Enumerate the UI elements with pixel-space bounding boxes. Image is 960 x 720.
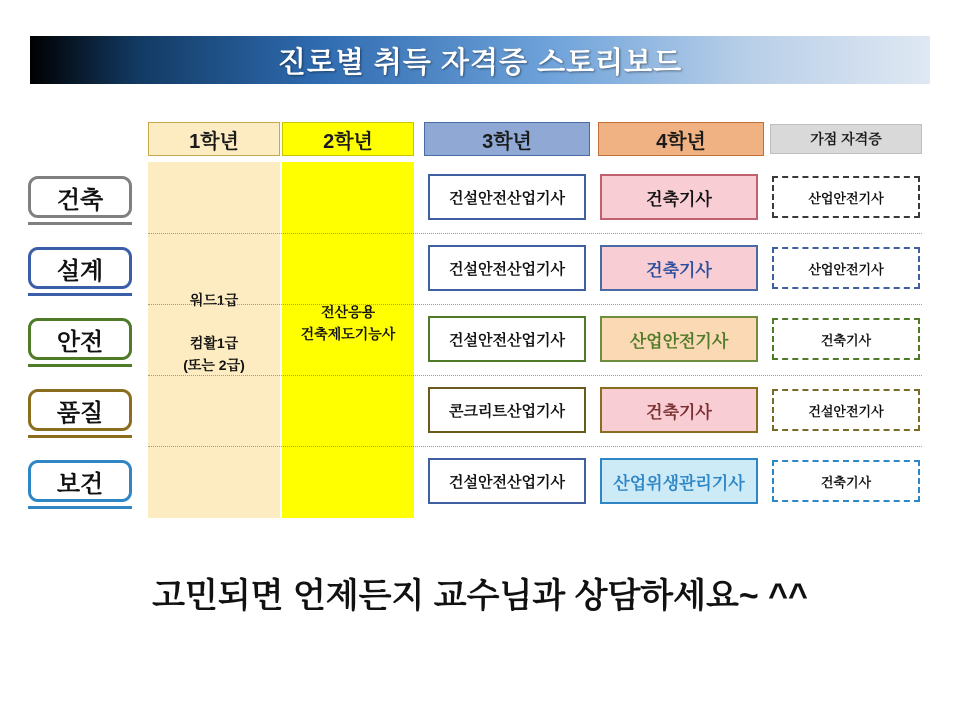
year1-note-line-1: 워드1급 — [189, 292, 239, 308]
cert-year3-4[interactable]: 건설안전산업기사 — [428, 458, 586, 504]
category-pill-2[interactable]: 안전 — [28, 318, 132, 360]
year1-note-line-3: (또는 2급) — [183, 357, 245, 374]
title-banner — [30, 36, 930, 84]
year2-note-line-1: 전산응용 — [320, 304, 376, 320]
cert-year4-0[interactable]: 건축기사 — [600, 174, 758, 220]
column-header-year1: 1학년 — [148, 122, 280, 156]
storyboard-grid — [0, 110, 960, 550]
cert-year4-2[interactable]: 산업안전기사 — [600, 316, 758, 362]
cert-year3-3[interactable]: 콘크리트산업기사 — [428, 387, 586, 433]
cert-bonus-2[interactable]: 건축기사 — [772, 318, 920, 360]
footer-message: 고민되면 언제든지 교수님과 상담하세요~ ^^ — [152, 577, 808, 615]
cert-bonus-1[interactable]: 산업안전기사 — [772, 247, 920, 289]
category-pill-3[interactable]: 품질 — [28, 389, 132, 431]
column-header-year2: 2학년 — [282, 122, 414, 156]
table-row — [0, 375, 960, 446]
cert-year4-4[interactable]: 산업위생관리기사 — [600, 458, 758, 504]
cert-year3-0[interactable]: 건설안전산업기사 — [428, 174, 586, 220]
column-header-year3: 3학년 — [424, 122, 590, 156]
table-row — [0, 446, 960, 517]
category-underline-3 — [28, 435, 132, 438]
category-pill-0[interactable]: 건축 — [28, 176, 132, 218]
cert-year4-3[interactable]: 건축기사 — [600, 387, 758, 433]
cert-bonus-3[interactable]: 건설안전기사 — [772, 389, 920, 431]
category-underline-0 — [28, 222, 132, 225]
column-header-year4: 4학년 — [598, 122, 764, 156]
cert-year3-1[interactable]: 건설안전산업기사 — [428, 245, 586, 291]
category-pill-1[interactable]: 설계 — [28, 247, 132, 289]
category-pill-4[interactable]: 보건 — [28, 460, 132, 502]
table-row — [0, 304, 960, 375]
cert-year3-2[interactable]: 건설안전산업기사 — [428, 316, 586, 362]
column-header-bonus: 가점 자격증 — [770, 124, 922, 154]
category-underline-1 — [28, 293, 132, 296]
page-title: 진로별 취득 자격증 스토리보드 — [277, 46, 683, 79]
cert-year4-1[interactable]: 건축기사 — [600, 245, 758, 291]
category-underline-2 — [28, 364, 132, 367]
cert-bonus-0[interactable]: 산업안전기사 — [772, 176, 920, 218]
year1-note-line-2: 컴활1급 — [189, 335, 239, 352]
table-row — [0, 162, 960, 233]
year2-note-line-2: 건축제도기능사 — [300, 325, 396, 342]
category-underline-4 — [28, 506, 132, 509]
cert-bonus-4[interactable]: 건축기사 — [772, 460, 920, 502]
table-row — [0, 233, 960, 304]
